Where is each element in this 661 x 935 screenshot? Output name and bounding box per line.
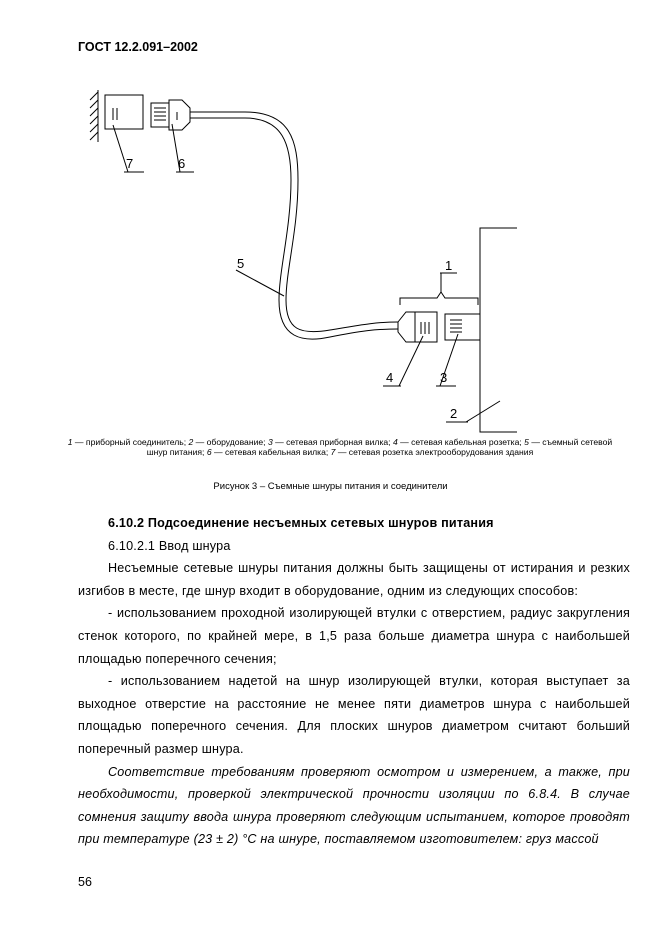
label-7: 7 [126, 156, 134, 171]
section-block [78, 512, 630, 851]
power-cord-5 [190, 112, 398, 339]
appliance-inlet-3 [445, 314, 480, 340]
document-header: ГОСТ 12.2.091–2002 [78, 40, 198, 54]
label-2: 2 [450, 406, 458, 421]
label-1: 1 [445, 258, 453, 273]
label-4: 4 [386, 370, 394, 385]
label-3: 3 [440, 370, 448, 385]
subsection-title: 6.10.2.1 Ввод шнура [108, 538, 231, 553]
paragraph-1: Несъемные сетевые шнуры питания должны быть защищены от истирания и резких изгибов в месте, где шнур входит в оборудование, одним из следующих способов: [78, 561, 630, 598]
section-title: 6.10.2 Подсоединение несъемных сетевых шнуров питания [108, 516, 494, 530]
page-number: 56 [78, 875, 92, 889]
label-6: 6 [178, 156, 186, 171]
paragraph-3: - использованием надетой на шнур изолирующей втулки, которая выступает за выходное отверстие на расстояние не менее пяти диаметров шнура с наибольшей площадью поперечного сечения. Для плоских шнуров диаметром считают больший поперечный размер шнура. [78, 674, 630, 756]
cable-socket-4 [398, 312, 437, 342]
figure-caption: Рисунок 3 – Съемные шнуры питания и соединители [213, 481, 448, 492]
connector-brace-1 [400, 292, 478, 305]
paragraph-4: Соответствие требованиям проверяют осмотром и измерением, а также, при необходимости, проверкой электрической прочности изоляции по 6.8.4. В случае сомнения защиту ввода шнура проверяют следующим испытанием, которое проводят при температуре (23 ± 2) °С на шнуре, поставляемом изготовителем: груз массой [78, 764, 630, 847]
building-socket-7 [105, 95, 143, 129]
label-5: 5 [237, 256, 245, 271]
paragraph-2: - использованием проходной изолирующей втулки с отверстием, радиус закругления стенок которого, по крайней мере, в 1,5 раза больше диаметра шнура с наибольшей площадью поперечного сечения; [78, 606, 630, 666]
cable-plug-6 [151, 100, 190, 130]
wall-hatch [90, 90, 98, 142]
figure-legend: 1 — приборный соединитель; 2 — оборудование; 3 — сетевая приборная вилка; 4 — сетевая кабельная розетка; 5 — съемный сетевой шнур питания; 6 — сетевая кабельная вилка; 7 — сетевая розетка электрооборудования здания [67, 437, 613, 457]
